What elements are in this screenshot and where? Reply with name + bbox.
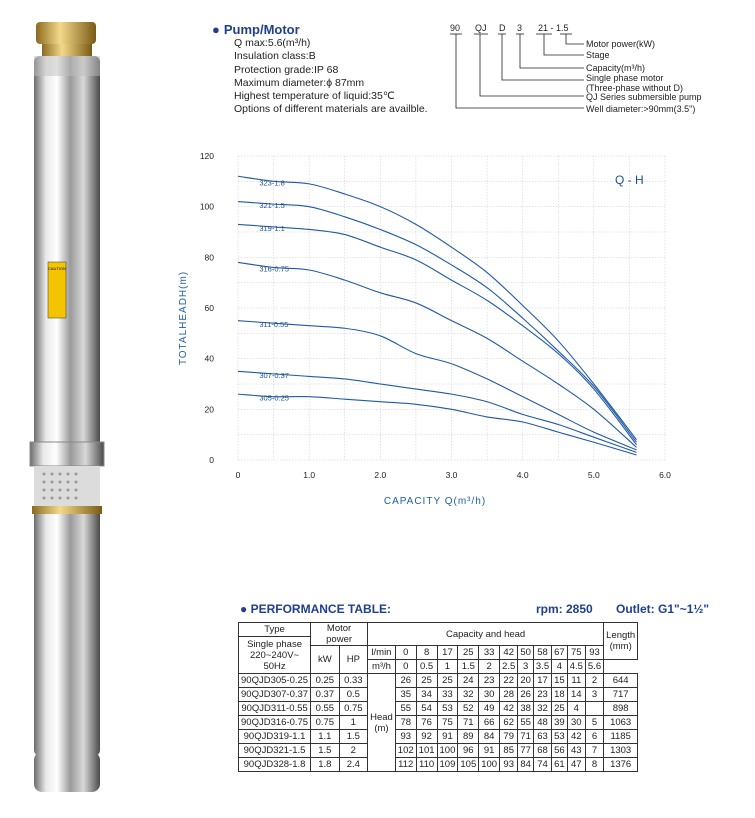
m3h-value: 2 bbox=[479, 660, 500, 674]
kw-cell: 1.8 bbox=[311, 758, 340, 772]
table-row bbox=[239, 758, 638, 772]
head-value: 35 bbox=[395, 688, 416, 702]
series-label: 319-1.1 bbox=[259, 223, 285, 233]
intake-screen bbox=[34, 466, 100, 506]
x-tick-label: 4.0 bbox=[516, 470, 529, 480]
x-tick-label: 0 bbox=[235, 470, 241, 480]
performance-table bbox=[238, 622, 638, 772]
head-value: 20 bbox=[518, 674, 534, 688]
y-tick-label: 80 bbox=[204, 252, 214, 263]
code-label: Capacity(m³/h) bbox=[586, 63, 646, 73]
head-value: 38 bbox=[518, 702, 534, 716]
head-value: 100 bbox=[479, 758, 500, 772]
head-value: 43 bbox=[567, 744, 585, 758]
lmin-value: 0 bbox=[395, 646, 416, 660]
head-value: 8 bbox=[585, 758, 603, 772]
head-value: 4 bbox=[567, 702, 585, 716]
hp-cell: 0.75 bbox=[339, 702, 368, 716]
head-value: 5 bbox=[585, 716, 603, 730]
x-tick-label: 3.0 bbox=[445, 470, 458, 480]
series-label: 316-0.75 bbox=[259, 264, 289, 274]
head-value: 42 bbox=[500, 702, 518, 716]
model-cell: 90QJD316-0.75 bbox=[239, 716, 311, 730]
m3h-value: 3 bbox=[518, 660, 534, 674]
series-label: 323-1.8 bbox=[259, 178, 285, 188]
y-tick-label: 100 bbox=[199, 201, 214, 212]
head-value: 23 bbox=[479, 674, 500, 688]
length-cell: 717 bbox=[604, 688, 638, 702]
m3h-value: 0.5 bbox=[416, 660, 437, 674]
series-label: 305-0.25 bbox=[259, 393, 289, 403]
lmin-value: 58 bbox=[533, 646, 551, 660]
m3h-value: 0 bbox=[395, 660, 416, 674]
head-value: 102 bbox=[395, 744, 416, 758]
spec-item: Highest temperature of liquid:35℃ bbox=[234, 90, 395, 103]
head-value: 89 bbox=[458, 730, 479, 744]
code-label: Motor power(kW) bbox=[586, 39, 656, 49]
head-value: 101 bbox=[416, 744, 437, 758]
head-value: 14 bbox=[567, 688, 585, 702]
y-tick-label: 20 bbox=[204, 404, 214, 415]
head-value: 91 bbox=[479, 744, 500, 758]
length-cell: 1303 bbox=[604, 744, 638, 758]
head-value: 34 bbox=[416, 688, 437, 702]
head-value: 96 bbox=[458, 744, 479, 758]
m3h-value: 4 bbox=[552, 660, 568, 674]
head-value: 71 bbox=[458, 716, 479, 730]
kw-cell: 1.1 bbox=[311, 730, 340, 744]
table-row bbox=[239, 674, 638, 688]
head-value: 52 bbox=[458, 702, 479, 716]
capacity-header: Capacity and head bbox=[368, 623, 604, 646]
type-subheader: Single phase 220~240V~ 50Hz bbox=[239, 637, 311, 674]
code-label: (Three-phase without D) bbox=[586, 83, 684, 93]
head-value: 33 bbox=[437, 688, 458, 702]
head-value: 93 bbox=[500, 758, 518, 772]
head-value: 32 bbox=[533, 702, 551, 716]
code-part: QJ bbox=[475, 23, 487, 33]
length-cell: 1185 bbox=[604, 730, 638, 744]
kw-header: kW bbox=[311, 646, 340, 674]
head-value: 25 bbox=[552, 702, 568, 716]
lmin-value: 75 bbox=[567, 646, 585, 660]
head-value: 68 bbox=[533, 744, 551, 758]
head-value: 74 bbox=[533, 758, 551, 772]
chart-curves bbox=[238, 176, 637, 455]
head-value: 55 bbox=[518, 716, 534, 730]
lmin-value: 8 bbox=[416, 646, 437, 660]
y-tick-label: 60 bbox=[204, 303, 214, 313]
head-value: 28 bbox=[500, 688, 518, 702]
head-value: 92 bbox=[416, 730, 437, 744]
q-h-chart bbox=[170, 148, 690, 508]
spec-item: Options of different materials are availble. bbox=[234, 103, 428, 116]
length-header: Length (mm) bbox=[604, 623, 638, 660]
bullet-icon: ● bbox=[240, 602, 251, 616]
kw-cell: 0.25 bbox=[311, 674, 340, 688]
lmin-value: 17 bbox=[437, 646, 458, 660]
head-value: 53 bbox=[552, 730, 568, 744]
head-value: 26 bbox=[395, 674, 416, 688]
y-axis-label: TOTALHEADH(m) bbox=[178, 270, 189, 366]
head-value: 84 bbox=[479, 730, 500, 744]
head-value: 105 bbox=[458, 758, 479, 772]
head-value: 109 bbox=[437, 758, 458, 772]
kw-cell: 0.37 bbox=[311, 688, 340, 702]
m3h-value: 1 bbox=[437, 660, 458, 674]
head-value: 93 bbox=[395, 730, 416, 744]
code-label: Single phase motor bbox=[586, 73, 664, 83]
head-value: 25 bbox=[437, 674, 458, 688]
model-code-diagram bbox=[448, 20, 748, 128]
code-label: Stage bbox=[586, 50, 610, 60]
head-value: 32 bbox=[458, 688, 479, 702]
table-row bbox=[239, 702, 638, 716]
m3h-value: 1.5 bbox=[458, 660, 479, 674]
m3h-value: 5.6 bbox=[585, 660, 603, 674]
head-value: 11 bbox=[567, 674, 585, 688]
head-value: 3 bbox=[585, 688, 603, 702]
series-label: 321-1.5 bbox=[259, 201, 285, 211]
code-part: 90 bbox=[450, 23, 461, 33]
head-value: 85 bbox=[500, 744, 518, 758]
head-value: 23 bbox=[533, 688, 551, 702]
head-value: 48 bbox=[533, 716, 551, 730]
head-value: 75 bbox=[437, 716, 458, 730]
head-value: 24 bbox=[458, 674, 479, 688]
kw-cell: 0.75 bbox=[311, 716, 340, 730]
pump-image bbox=[20, 22, 130, 812]
header-row bbox=[239, 623, 638, 637]
hp-cell: 0.5 bbox=[339, 688, 368, 702]
x-tick-label: 1.0 bbox=[303, 470, 316, 480]
pump-outlet-cap bbox=[36, 22, 96, 44]
head-value: 91 bbox=[437, 730, 458, 744]
head-value: 56 bbox=[552, 744, 568, 758]
head-value bbox=[585, 702, 603, 716]
head-value: 39 bbox=[552, 716, 568, 730]
chart-title: Q - H bbox=[615, 173, 644, 187]
table-row bbox=[239, 688, 638, 702]
table-row bbox=[239, 716, 638, 730]
hp-cell: 1 bbox=[339, 716, 368, 730]
lmin-label: l/min bbox=[368, 646, 396, 660]
head-value: 63 bbox=[533, 730, 551, 744]
spec-item: Q max:5.6(m³/h) bbox=[234, 37, 311, 49]
m3h-value: 4.5 bbox=[567, 660, 585, 674]
spec-item: Maximum diameter:ϕ 87mm bbox=[234, 76, 365, 89]
hp-header: HP bbox=[339, 646, 368, 674]
head-value: 22 bbox=[500, 674, 518, 688]
head-value: 30 bbox=[479, 688, 500, 702]
head-value: 54 bbox=[416, 702, 437, 716]
head-value: 77 bbox=[518, 744, 534, 758]
table-row bbox=[239, 744, 638, 758]
model-cell: 90QJD311-0.55 bbox=[239, 702, 311, 716]
head-value: 30 bbox=[567, 716, 585, 730]
head-value: 84 bbox=[518, 758, 534, 772]
kw-cell: 1.5 bbox=[311, 744, 340, 758]
hp-cell: 2.4 bbox=[339, 758, 368, 772]
head-value: 53 bbox=[437, 702, 458, 716]
lmin-value: 33 bbox=[479, 646, 500, 660]
y-tick-label: 0 bbox=[209, 455, 214, 465]
x-tick-label: 2.0 bbox=[374, 470, 387, 480]
motor-power-header: Motor power bbox=[311, 623, 368, 646]
series-label: 311-0.55 bbox=[259, 320, 289, 330]
head-value: 71 bbox=[518, 730, 534, 744]
head-value: 62 bbox=[500, 716, 518, 730]
model-cell: 90QJD305-0.25 bbox=[239, 674, 311, 688]
head-value: 7 bbox=[585, 744, 603, 758]
head-value: 17 bbox=[533, 674, 551, 688]
head-value: 76 bbox=[416, 716, 437, 730]
y-tick-label: 120 bbox=[199, 151, 214, 161]
code-label: Well diameter:>90mm(3.5") bbox=[586, 104, 696, 114]
head-value: 112 bbox=[395, 758, 416, 772]
spec-item: Protection grade:IP 68 bbox=[234, 63, 339, 76]
head-value: 2 bbox=[585, 674, 603, 688]
series-line bbox=[238, 394, 637, 455]
m3h-value: 2.5 bbox=[500, 660, 518, 674]
head-value: 18 bbox=[552, 688, 568, 702]
code-part: D bbox=[499, 23, 506, 33]
y-tick-label: 40 bbox=[204, 353, 214, 364]
head-value: 42 bbox=[567, 730, 585, 744]
head-value: 78 bbox=[395, 716, 416, 730]
specs-list bbox=[234, 37, 428, 117]
kw-cell: 0.55 bbox=[311, 702, 340, 716]
lmin-value: 67 bbox=[552, 646, 568, 660]
lmin-value: 42 bbox=[500, 646, 518, 660]
x-axis-label: CAPACITY Q(m³/h) bbox=[383, 496, 487, 507]
lmin-value: 25 bbox=[458, 646, 479, 660]
code-label: QJ Series submersible pump bbox=[586, 92, 702, 102]
series-label: 307-0.37 bbox=[259, 370, 289, 380]
table-row bbox=[239, 730, 638, 744]
head-value: 15 bbox=[552, 674, 568, 688]
model-cell: 90QJD319-1.1 bbox=[239, 730, 311, 744]
series-line bbox=[238, 262, 637, 447]
x-tick-label: 5.0 bbox=[587, 470, 600, 480]
hp-cell: 0.33 bbox=[339, 674, 368, 688]
head-value: 25 bbox=[416, 674, 437, 688]
bullet-icon: ● bbox=[212, 22, 220, 37]
performance-title: ● PERFORMANCE TABLE: bbox=[240, 602, 392, 616]
head-value: 26 bbox=[518, 688, 534, 702]
head-value: 6 bbox=[585, 730, 603, 744]
pump-body bbox=[34, 56, 100, 756]
head-value: 79 bbox=[500, 730, 518, 744]
lmin-value: 50 bbox=[518, 646, 534, 660]
chart-grid bbox=[238, 156, 665, 460]
code-part: 21 - 1.5 bbox=[538, 23, 569, 33]
hp-cell: 2 bbox=[339, 744, 368, 758]
head-value: 66 bbox=[479, 716, 500, 730]
length-cell: 644 bbox=[604, 674, 638, 688]
model-cell: 90QJD321-1.5 bbox=[239, 744, 311, 758]
model-cell: 90QJD328-1.8 bbox=[239, 758, 311, 772]
head-value: 49 bbox=[479, 702, 500, 716]
outlet-value: Outlet: G1"~1½" bbox=[616, 602, 710, 616]
type-header: Type bbox=[239, 623, 311, 637]
m3h-value: 3.5 bbox=[533, 660, 551, 674]
x-tick-label: 6.0 bbox=[659, 470, 671, 480]
rpm-value: rpm: 2850 bbox=[536, 602, 593, 616]
series-line bbox=[238, 371, 637, 452]
head-label: Head (m) bbox=[368, 674, 396, 772]
code-part: 3 bbox=[517, 23, 523, 33]
model-cell: 90QJD307-0.37 bbox=[239, 688, 311, 702]
lmin-value: 93 bbox=[585, 646, 603, 660]
head-value: 100 bbox=[437, 744, 458, 758]
length-cell: 1376 bbox=[604, 758, 638, 772]
head-value: 55 bbox=[395, 702, 416, 716]
m3h-label: m³/h bbox=[368, 660, 396, 674]
spec-item: Insulation class:B bbox=[234, 50, 316, 63]
head-value: 47 bbox=[567, 758, 585, 772]
head-value: 110 bbox=[416, 758, 437, 772]
length-cell: 1063 bbox=[604, 716, 638, 730]
length-cell: 898 bbox=[604, 702, 638, 716]
head-value: 61 bbox=[552, 758, 568, 772]
svg-text:CAUTION: CAUTION bbox=[48, 266, 66, 271]
hp-cell: 1.5 bbox=[339, 730, 368, 744]
specs-title: ● Pump/Motor bbox=[212, 22, 300, 37]
